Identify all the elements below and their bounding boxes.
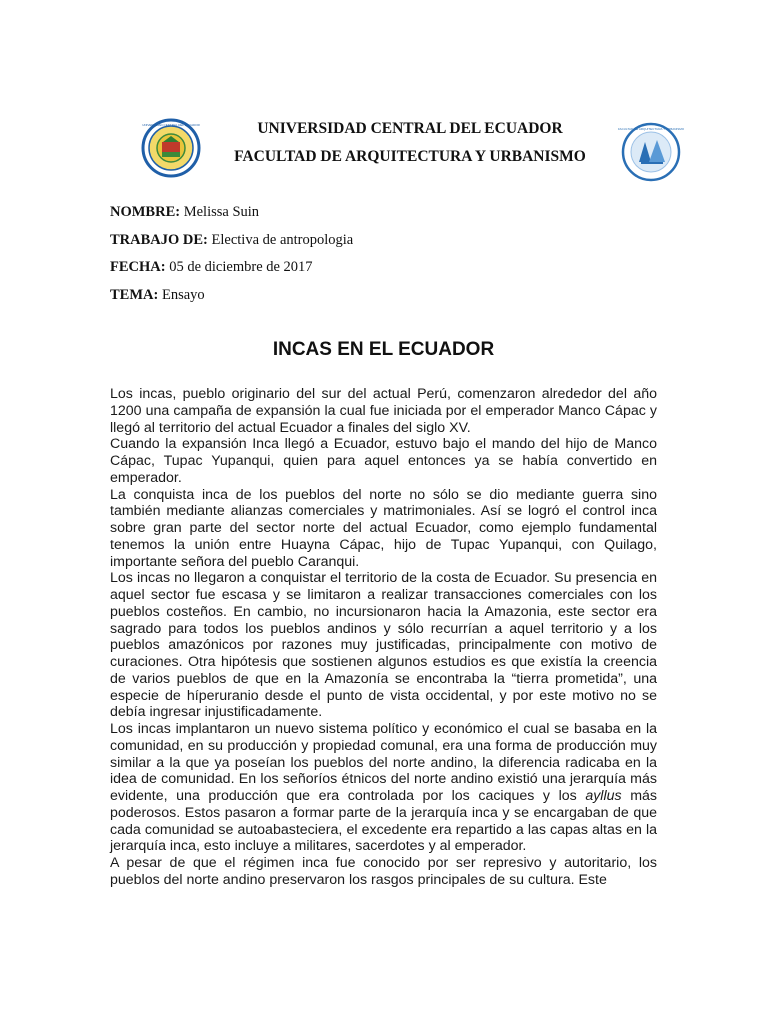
- paragraph-4: Los incas no llegaron a conquistar el territorio de la costa de Ecuador. Su presencia en aquel sector fue escasa y se limitaron a realizar transacciones comerciales con los pueblos costeños. En cambio, no incursionaron hacia la Amazonia, este sector era sagrado para todos los pueblos andinos y sólo recurrían a aquel territorio y a los pueblos amazónicos por razones muy justificadas, principalmente con motivo de curaciones. Otra hipótesis que sostienen algunos estudios es que existía la creencia de varios pueblos de que en la Amazonía se encontraba la “tierra prometida”, una especie de híperuranio desde el punto de vista occidental, y por este motivo no se debía ingresar injustificadamente.: [110, 570, 657, 721]
- right-logo-text: FACULTAD DE ARQUITECTURA Y URBANISMO: [617, 127, 685, 131]
- essay-body: [110, 386, 657, 889]
- university-name: UNIVERSIDAD CENTRAL DEL ECUADOR: [257, 120, 563, 137]
- paragraph-5-part-b: más poderosos. Estos pasaron a formar parte de la jerarquía inca y se encargaban de que cada comunidad se autoabasteciera, el excedente era repartido a las capas altas en la jerarquía inca, esto incluye a militares, sacerdotes y al emperador.: [110, 788, 657, 855]
- paragraph-1: Los incas, pueblo originario del sur del actual Perú, comenzaron alrededor del año 1200 una campaña de expansión la cual fue iniciada por el emperador Manco Cápac y llegó al territorio del actual Ecuador a finales del siglo XV.: [110, 386, 657, 436]
- faculty-name: FACULTAD DE ARQUITECTURA Y URBANISMO: [234, 148, 586, 165]
- paragraph-6: A pesar de que el régimen inca fue conocido por ser represivo y autoritario, los pueblos del norte andino preservaron los rasgos principales de su cultura. Este: [110, 855, 657, 888]
- left-logo-text: UNIVERSIDAD CENTRAL DEL ECUADOR: [142, 123, 200, 127]
- essay-title: INCAS EN EL ECUADOR: [272, 339, 495, 360]
- meta-tema: [110, 287, 205, 304]
- paragraph-5: [110, 721, 657, 855]
- paragraph-2: Cuando la expansión Inca llegó a Ecuador, estuvo bajo el mando del hijo de Manco Cápac, Tupac Yupanqui, quien para aquel entonces ya se había convertido en emperador.: [110, 436, 657, 486]
- trabajo-value: Electiva de antropologia: [207, 232, 354, 248]
- paragraph-5-italic: ayllus: [585, 788, 622, 804]
- fecha-label: FECHA:: [110, 259, 166, 275]
- meta-nombre: [110, 204, 259, 221]
- meta-fecha: [110, 259, 313, 276]
- nombre-value: Melissa Suin: [180, 204, 260, 220]
- fecha-value: 05 de diciembre de 2017: [165, 259, 313, 275]
- meta-trabajo: [110, 232, 353, 249]
- paragraph-5-part-a: Los incas implantaron un nuevo sistema político y económico el cual se basaba en la comunidad, en su producción y propiedad comunal, era una forma de producción muy similar a la que ya poseían los pueblos del norte andino, la diferencia radicaba en la idea de comunidad. En los señoríos étnicos del norte andino existió una jerarquía más evidente, una producción que era controlada por los caciques y los: [110, 721, 657, 804]
- trabajo-label: TRABAJO DE:: [110, 232, 208, 248]
- paragraph-3: La conquista inca de los pueblos del norte no sólo se dio mediante guerra sino también mediante alianzas comerciales y matrimoniales. Así se logró el control inca sobre gran parte del sector norte del actual Ecuador, como ejemplo fundamental tenemos la unión entre Huayna Cápac, hijo de Tupac Yupanqui, con Quilago, importante señora del pueblo Caranqui.: [110, 486, 657, 570]
- tema-label: TEMA:: [110, 287, 159, 303]
- faculty-logo: [617, 122, 685, 182]
- tema-value: Ensayo: [158, 287, 205, 303]
- nombre-label: NOMBRE:: [110, 204, 181, 220]
